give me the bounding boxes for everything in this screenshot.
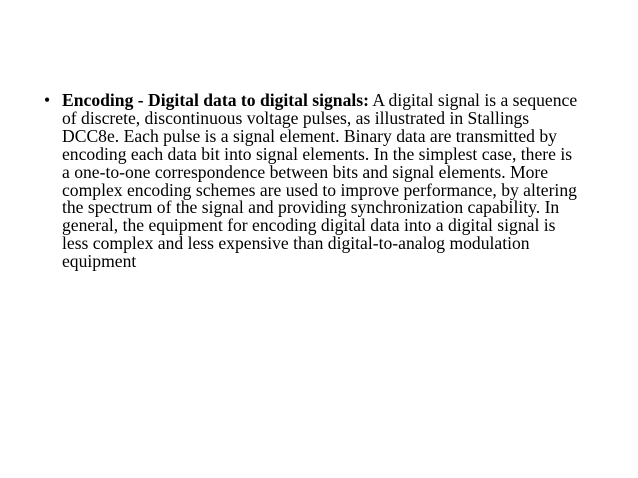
bullet-text: A digital signal is a sequence of discrete, discontinuous voltage pulses, as illustrated in Stallings DCC8e. Each pulse is a signal element. Binary data are transmitted by encoding each data bit into signal elements. In the simplest case, there is a one-to-one correspondence between bits and signal elements. More complex encoding schemes are used to improve performance, by altering the spectrum of the signal and providing synchronization capability. In general, the equipment for encoding digital data into a digital signal is less complex and less expensive than digital-to-analog modulation equipment [62, 90, 578, 272]
slide-body [44, 92, 584, 271]
bullet-item [44, 92, 584, 271]
bullet-heading: Encoding - Digital data to digital signals: [62, 90, 369, 110]
bullet-marker: • [44, 90, 51, 110]
